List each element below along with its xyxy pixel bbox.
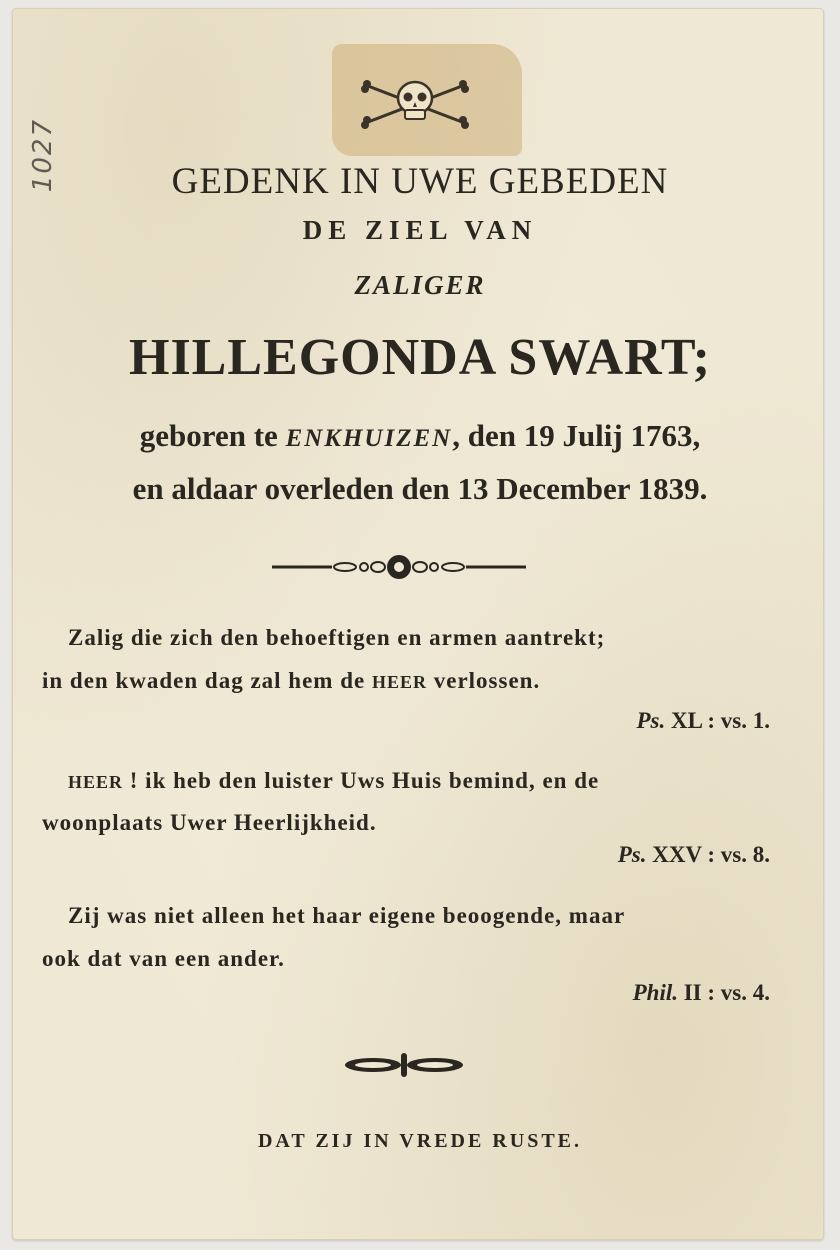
verse-3-line-2: ook dat van een ander.	[42, 946, 285, 971]
death-line: en aldaar overleden den 13 December 1839.	[132, 471, 708, 506]
verse-2-line-2: woonplaats Uwer Heerlijkheid.	[42, 810, 377, 835]
skull-and-crossbones-icon	[360, 74, 470, 130]
birth-place: ENKHUIZEN	[285, 425, 453, 452]
verse-1-line-2-start: in den kwaden dag zal hem de	[42, 668, 372, 693]
verse-1-line-2	[42, 668, 540, 694]
verse-3-chapter: II : vs. 4.	[677, 980, 770, 1005]
verse-3-line-1: Zij was niet alleen het haar eigene beoogende, maar	[68, 903, 626, 928]
handwritten-number: 1027	[28, 118, 58, 193]
birth-line	[0, 418, 840, 454]
verse-1-reference	[636, 708, 770, 734]
heading-line-1: GEDENK IN UWE GEBEDEN	[171, 161, 669, 202]
verse-2-line-1	[68, 768, 599, 794]
verse-3-reference	[633, 980, 770, 1006]
verse-1-heer: HEER	[371, 672, 427, 692]
verse-2-reference	[618, 842, 770, 868]
closing-line: DAT ZIJ IN VREDE RUSTE.	[257, 1130, 583, 1152]
verse-3-book: Phil.	[632, 980, 678, 1005]
deceased-name: HILLEGONDA SWART;	[129, 329, 711, 386]
heading-line-2: DE ZIEL VAN	[302, 215, 538, 245]
verse-1-line-1: Zalig die zich den behoeftigen en armen aantrekt;	[68, 625, 606, 650]
verse-2-chapter: XXV : vs. 8.	[646, 842, 770, 867]
verse-1-chapter: XL : vs. 1.	[665, 708, 770, 733]
verse-2-line-1-rest: ! ik heb den luister Uws Huis bemind, en de	[123, 768, 600, 793]
ornament-divider-icon	[270, 550, 528, 584]
verse-1-book: Ps.	[636, 708, 666, 733]
verse-2-heer: HEER	[68, 772, 124, 792]
birth-prefix: geboren te	[139, 418, 278, 453]
birth-date: , den 19 Julij 1763,	[452, 418, 701, 453]
verse-2-book: Ps.	[617, 842, 647, 867]
verse-1-line-2-end: verlossen.	[426, 668, 541, 693]
ornament-flourish-icon	[343, 1050, 465, 1080]
heading-line-3: ZALIGER	[354, 270, 486, 300]
